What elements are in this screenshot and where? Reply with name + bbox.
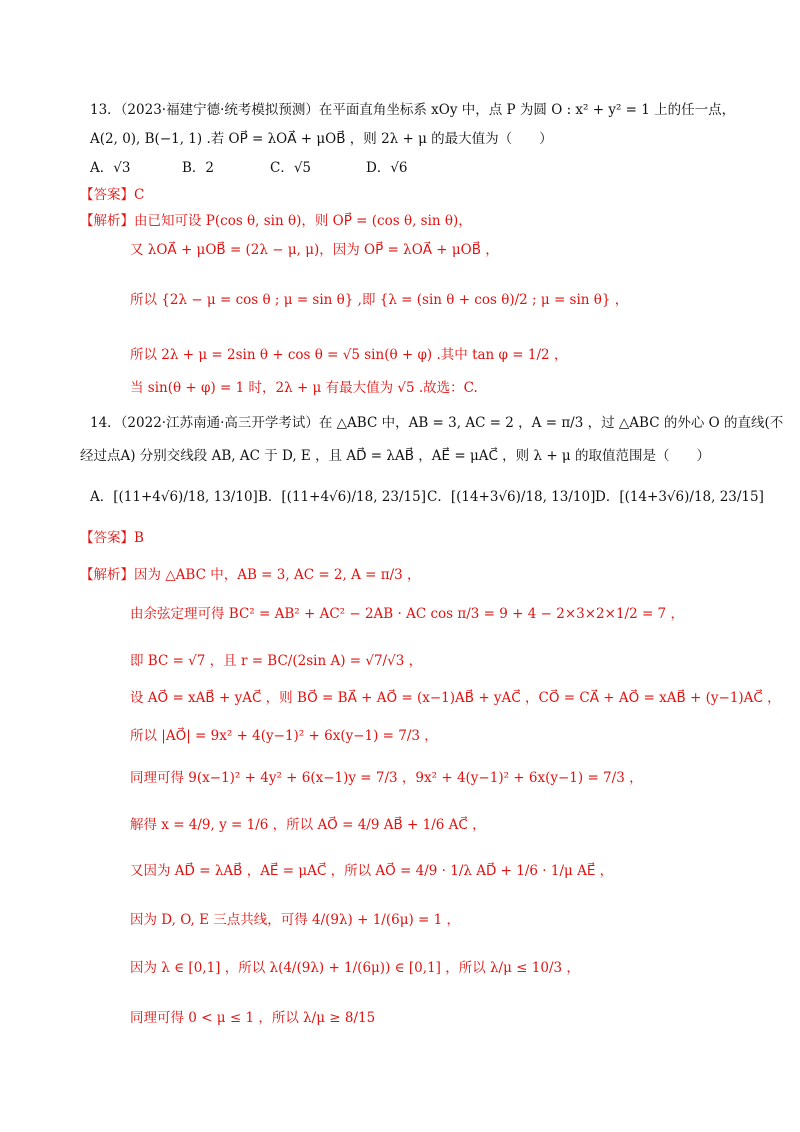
q14-analysis-line7: 解得 x = 4/9, y = 1/6 ，所以 AO⃗ = 4/9 AB⃗ + 1/6 AC⃗ ，	[130, 817, 486, 833]
q14-analysis-line5: 所以 |AO⃗| = 9x² + 4(y−1)² + 6x(y−1) = 7/3 ，	[130, 728, 438, 744]
q13-analysis-tag: 【解析】	[80, 213, 134, 229]
q14-analysis-line1	[80, 565, 421, 585]
q14-analysis-line10: 因为 λ ∈ [0,1] ，所以 λ(4/(9λ) + 1/(6μ)) ∈ [0,1] ，所以 λ/μ ≤ 10/3 ，	[130, 960, 580, 976]
q14-option-a: A．[(11+4√6)/18, 13/10]	[90, 489, 258, 505]
q13-option-b: B．2	[182, 160, 215, 176]
q13-analysis-line5: 当 sin(θ + φ) = 1 时，2λ + μ 有最大值为 √5 .故选：C.	[130, 380, 478, 396]
q14-stem-line1: 14．（2022·江苏南通·高三开学考试）在 △ABC 中，AB = 3, AC = 2 ，A = π/3 ，过 △ABC 的外心 O 的直线(不	[90, 415, 784, 431]
q14-analysis-line8: 又因为 AD⃗ = λAB⃗ ，AE⃗ = μAC⃗ ，所以 AO⃗ = 4/9 · 1/λ AD⃗ + 1/6 · 1/μ AE⃗ ，	[130, 863, 614, 879]
q13-answer-tag: 【答案】	[80, 187, 134, 203]
q14-analysis-line9: 因为 D, O, E 三点共线，可得 4/(9λ) + 1/(6μ) = 1 ，	[130, 912, 461, 928]
q13-analysis-text: 由已知可设 P(cos θ, sin θ)，则 OP⃗ = (cos θ, sin θ)，	[134, 213, 472, 229]
q14-answer-tag: 【答案】	[80, 530, 134, 546]
q14-answer	[80, 528, 144, 548]
q14-analysis-line11: 同理可得 0 < μ ≤ 1 ，所以 λ/μ ≥ 8/15	[130, 1010, 376, 1026]
q14-answer-value: B	[134, 530, 144, 546]
q14-stem-line2: 经过点A) 分别交线段 AB, AC 于 D, E ，且 AD⃗ = λAB⃗ ，AE⃗ = μAC⃗ ，则 λ + μ 的取值范围是（ ）	[80, 448, 710, 464]
q13-answer	[80, 185, 144, 205]
q13-analysis-line1	[80, 211, 472, 231]
q13-stem-line2: A(2, 0), B(−1, 1) .若 OP⃗ = λOA⃗ + μOB⃗ ，则 2λ + μ 的最大值为（ ）	[90, 131, 553, 147]
q13-analysis-line4: 所以 2λ + μ = 2sin θ + cos θ = √5 sin(θ + φ) .其中 tan φ = 1/2 ，	[130, 347, 568, 363]
q13-option-a: A．√3	[90, 160, 131, 176]
q13-option-d: D．√6	[366, 160, 408, 176]
q14-option-d: D．[(14+3√6)/18, 23/15]	[595, 489, 764, 505]
q14-analysis-text: 因为 △ABC 中，AB = 3, AC = 2, A = π/3 ，	[134, 567, 421, 583]
q14-option-b: B．[(11+4√6)/18, 23/15]	[258, 489, 426, 505]
q13-analysis-line2: 又 λOA⃗ + μOB⃗ = (2λ − μ, μ)，因为 OP⃗ = λOA⃗ + μOB⃗ ，	[130, 242, 499, 258]
q13-analysis-line3: 所以 {2λ − μ = cos θ ; μ = sin θ} ,即 {λ = (sin θ + cos θ)/2 ; μ = sin θ} ，	[130, 292, 629, 308]
q13-stem-line1: 13．（2023·福建宁德·统考模拟预测）在平面直角坐标系 xOy 中，点 P 为圆 O : x² + y² = 1 上的任一点，	[90, 102, 736, 118]
q14-analysis-line2: 由余弦定理可得 BC² = AB² + AC² − 2AB · AC cos π/3 = 9 + 4 − 2×3×2×1/2 = 7 ，	[130, 606, 684, 622]
q14-analysis-tag: 【解析】	[80, 567, 134, 583]
q13-option-c: C．√5	[270, 160, 312, 176]
q14-analysis-line3: 即 BC = √7 ，且 r = BC/(2sin A) = √7/√3 ，	[130, 653, 423, 669]
q14-option-c: C．[(14+3√6)/18, 13/10]	[427, 489, 596, 505]
q14-analysis-line6: 同理可得 9(x−1)² + 4y² + 6(x−1)y = 7/3 ，9x² + 4(y−1)² + 6x(y−1) = 7/3 ，	[130, 770, 643, 786]
q14-analysis-line4: 设 AO⃗ = xAB⃗ + yAC⃗ ，则 BO⃗ = BA⃗ + AO⃗ = (x−1)AB⃗ + yAC⃗ ，CO⃗ = CA⃗ + AO⃗ = xAB⃗ + (y−1)AC⃗ ，	[130, 690, 781, 706]
q13-answer-value: C	[134, 187, 145, 203]
